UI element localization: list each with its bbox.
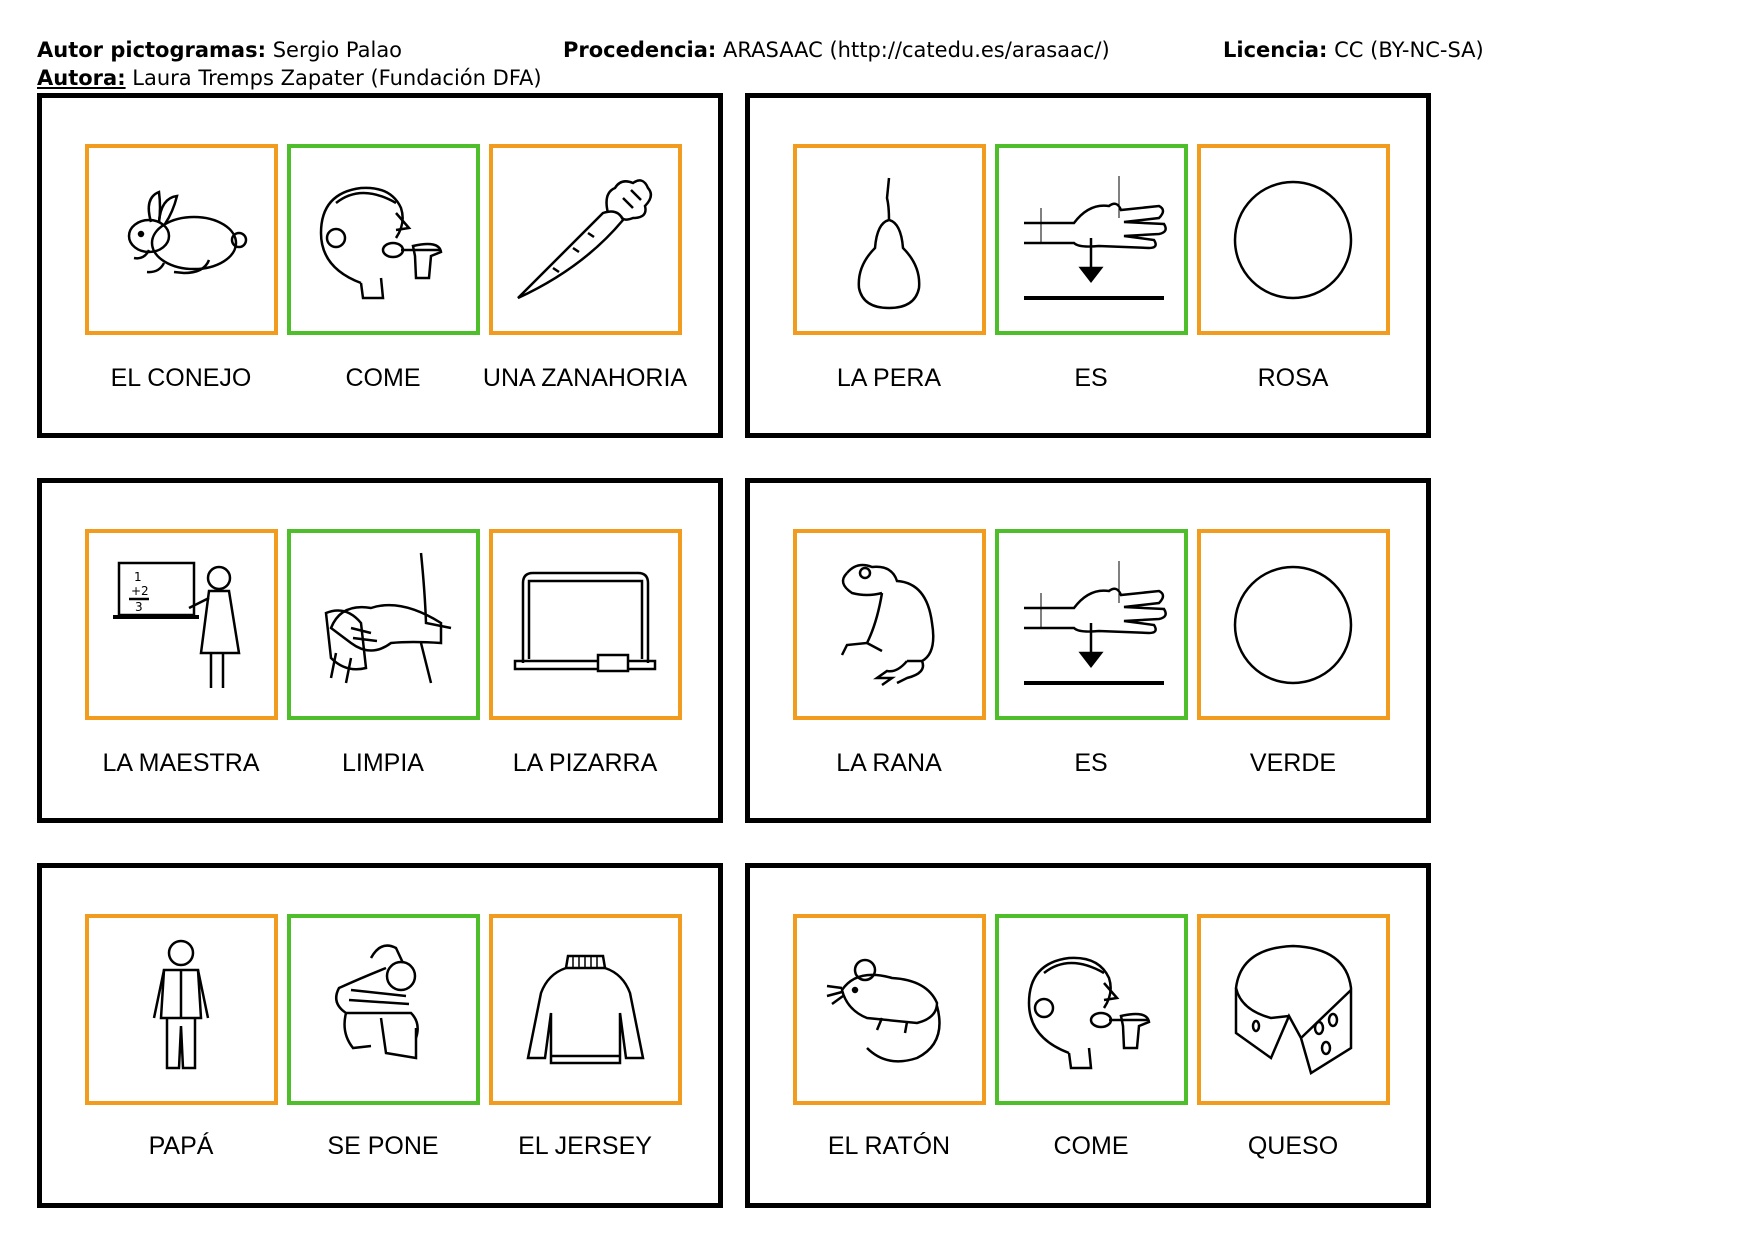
pear-icon [797,148,982,331]
man-icon [89,918,274,1101]
autora-key: Autora: [37,66,126,90]
pictogram-card [1197,529,1390,720]
eating-boy-icon [999,918,1184,1101]
author-key: Autor pictogramas: [37,38,266,62]
autora-value: Laura Tremps Zapater (Fundación DFA) [132,66,542,90]
putting-on-sweater-icon [291,918,476,1101]
pictogram-card [1197,914,1390,1105]
author-value: Sergio Palao [272,38,403,62]
pictogram-card [995,529,1188,720]
svg-text:1: 1 [134,570,142,584]
license-line [1223,37,1484,63]
card-label: COME [345,364,421,392]
source-value: ARASAAC (http://catedu.es/arasaac/) [723,38,1110,62]
card-label: EL JERSEY [518,1132,652,1160]
card-label: VERDE [1249,749,1337,777]
pictogram-card [793,529,986,720]
card-label: EL RATÓN [827,1132,951,1160]
sentence-panel-3 [37,478,723,823]
license-value: CC (BY-NC-SA) [1334,38,1484,62]
is-sign-icon [999,533,1184,716]
sentence-panel-6 [745,863,1431,1208]
card-label: LA PERA [836,364,942,392]
sentence-panel-1 [37,93,723,438]
sentence-panel-5 [37,863,723,1208]
card-label: ES [1074,364,1108,392]
card-label: SE PONE [327,1132,439,1160]
card-label: QUESO [1247,1132,1339,1160]
circle-icon [1201,533,1386,716]
sweater-icon [493,918,678,1101]
blackboard-icon [493,533,678,716]
sentence-panel-2 [745,93,1431,438]
pictogram-card [287,529,480,720]
card-label: LA PIZARRA [512,749,658,777]
card-label: COME [1053,1132,1129,1160]
card-label: PAPÁ [148,1132,214,1160]
pictogram-card [995,914,1188,1105]
source-key: Procedencia: [563,38,717,62]
svg-text:+2: +2 [131,584,149,598]
carrot-icon [493,148,678,331]
sentence-panel-4 [745,478,1431,823]
pictogram-card [287,914,480,1105]
pictogram-card [489,144,682,335]
rabbit-icon [89,148,274,331]
pictogram-card [793,914,986,1105]
teacher-icon [89,533,274,716]
card-label: LIMPIA [342,749,424,777]
card-label: UNA ZANAHORIA [482,364,688,392]
license-key: Licencia: [1223,38,1328,62]
mouse-icon [797,918,982,1101]
source-line [563,37,1110,63]
is-sign-icon [999,148,1184,331]
card-label: ES [1074,749,1108,777]
pictogram-card [995,144,1188,335]
eating-boy-icon [291,148,476,331]
frog-icon [797,533,982,716]
svg-text:3: 3 [135,600,143,614]
pictogram-card [287,144,480,335]
pictogram-card [489,914,682,1105]
author-line [37,37,402,63]
card-label: EL CONEJO [110,364,252,392]
pictogram-card [1197,144,1390,335]
circle-icon [1201,148,1386,331]
autora-line [37,65,542,91]
card-label: ROSA [1257,364,1329,392]
cleaning-hands-icon [291,533,476,716]
pictogram-card [85,144,278,335]
card-label: LA MAESTRA [102,749,260,777]
pictogram-card [793,144,986,335]
pictogram-card [85,529,278,720]
pictogram-card [489,529,682,720]
pictogram-card [85,914,278,1105]
card-label: LA RANA [836,749,942,777]
cheese-icon [1201,918,1386,1101]
